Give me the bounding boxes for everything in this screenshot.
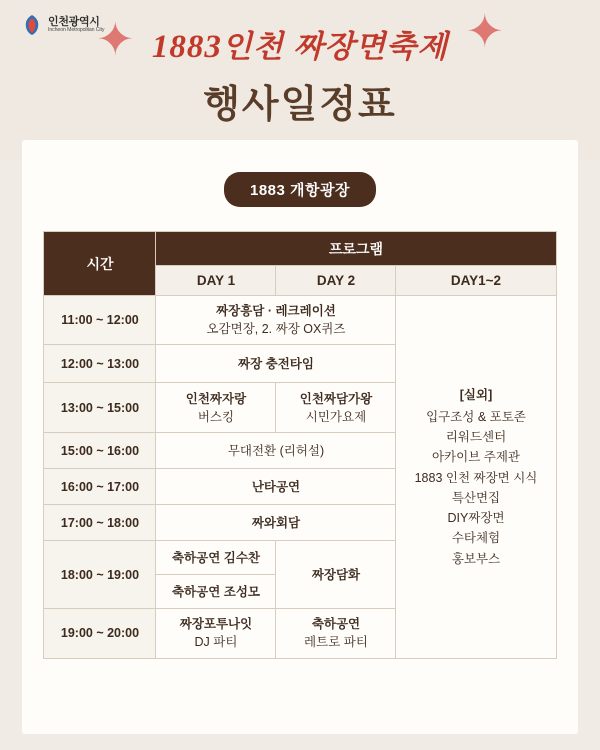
title-year: 1883	[151, 29, 222, 65]
row-time: 11:00 ~ 12:00	[44, 296, 156, 345]
outdoor-item: 수타체험	[451, 531, 501, 546]
venue-badge-wrap	[22, 172, 578, 207]
row-program-title: 무대전환 (리허설)	[227, 443, 325, 458]
row-program-day2	[276, 609, 396, 658]
header-day2: DAY 2	[276, 266, 396, 296]
row-time: 18:00 ~ 19:00	[44, 541, 156, 609]
row-program-day1	[156, 383, 276, 433]
header-band	[0, 0, 600, 160]
title-city: 인천	[221, 29, 284, 64]
venue-badge: 1883 개항광장	[224, 172, 376, 207]
row-program-day1	[156, 541, 276, 575]
row-program-merged	[156, 505, 396, 541]
outdoor-item: 특산면집	[451, 490, 501, 505]
row-program-merged	[156, 296, 396, 345]
poster-subtitle: 행사일정표	[203, 84, 397, 127]
row-program-sub: DJ 파티	[194, 635, 238, 650]
outdoor-item: 입구조성 & 포토존	[426, 409, 526, 424]
row-time: 19:00 ~ 20:00	[44, 609, 156, 658]
row-time: 16:00 ~ 17:00	[44, 469, 156, 505]
row-program-merged	[156, 433, 396, 469]
header-time: 시간	[44, 232, 156, 296]
row-program-title: 난타공연	[251, 479, 301, 494]
row-program-merged	[156, 345, 396, 383]
schedule-table	[43, 231, 556, 659]
outdoor-item: 아카이브 주제관	[431, 450, 520, 465]
row-program-title: 짜장흥담 · 레크레이션	[216, 304, 336, 318]
outdoor-item: 1883 인천 짜장면 시식	[414, 470, 538, 485]
row-program-title: 축하공연 조성모	[171, 584, 260, 599]
row-program-merged	[156, 469, 396, 505]
table-row	[44, 296, 556, 345]
outdoor-item: DIY짜장면	[447, 511, 505, 526]
row-program-title: 짜장포투나잇	[179, 617, 253, 632]
title-festival: 짜장면축제	[293, 29, 449, 64]
row-time: 15:00 ~ 16:00	[44, 433, 156, 469]
row-time: 12:00 ~ 13:00	[44, 345, 156, 383]
row-program-sub: 버스킹	[197, 409, 235, 424]
row-program-day2	[276, 383, 396, 433]
row-time: 13:00 ~ 15:00	[44, 383, 156, 433]
outdoor-program-cell	[396, 296, 556, 659]
row-time: 17:00 ~ 18:00	[44, 505, 156, 541]
poster-title-line1	[0, 28, 600, 65]
table-header-row	[44, 232, 556, 266]
logo-label-kr: 인천광역시	[48, 16, 100, 29]
row-program-title: 짜와회담	[251, 515, 301, 530]
firework-left-icon: ✦	[96, 13, 135, 65]
poster-title	[0, 28, 600, 128]
logo-label-en: Incheon Metropolitan City	[48, 27, 105, 34]
firework-right-icon: ✦	[465, 5, 504, 57]
row-program-sub: 오감면장, 2. 짜장 OX퀴즈	[206, 322, 346, 337]
outdoor-item: 리워드센터	[445, 430, 507, 445]
header-day12: DAY1~2	[396, 266, 556, 296]
row-program-day2	[276, 541, 396, 609]
row-program-day1	[156, 575, 276, 609]
schedule-card	[22, 140, 578, 734]
header-day1: DAY 1	[156, 266, 276, 296]
row-program-sub: 레트로 파티	[304, 635, 368, 650]
row-program-sub: 시민가요제	[305, 409, 367, 424]
row-program-day1	[156, 609, 276, 658]
outdoor-item: 홍보부스	[451, 551, 501, 566]
header-program: 프로그램	[156, 232, 556, 266]
row-program-title: 짜장 충전타임	[238, 356, 314, 371]
row-program-title: 축하공연	[311, 617, 361, 632]
outdoor-heading: [실외]	[459, 387, 493, 402]
row-program-title: 축하공연 김수찬	[171, 550, 260, 565]
row-program-title: 짜장담화	[311, 567, 361, 582]
row-program-title: 인천짜담가왕	[299, 391, 373, 406]
row-program-title: 인천짜자랑	[185, 391, 247, 406]
